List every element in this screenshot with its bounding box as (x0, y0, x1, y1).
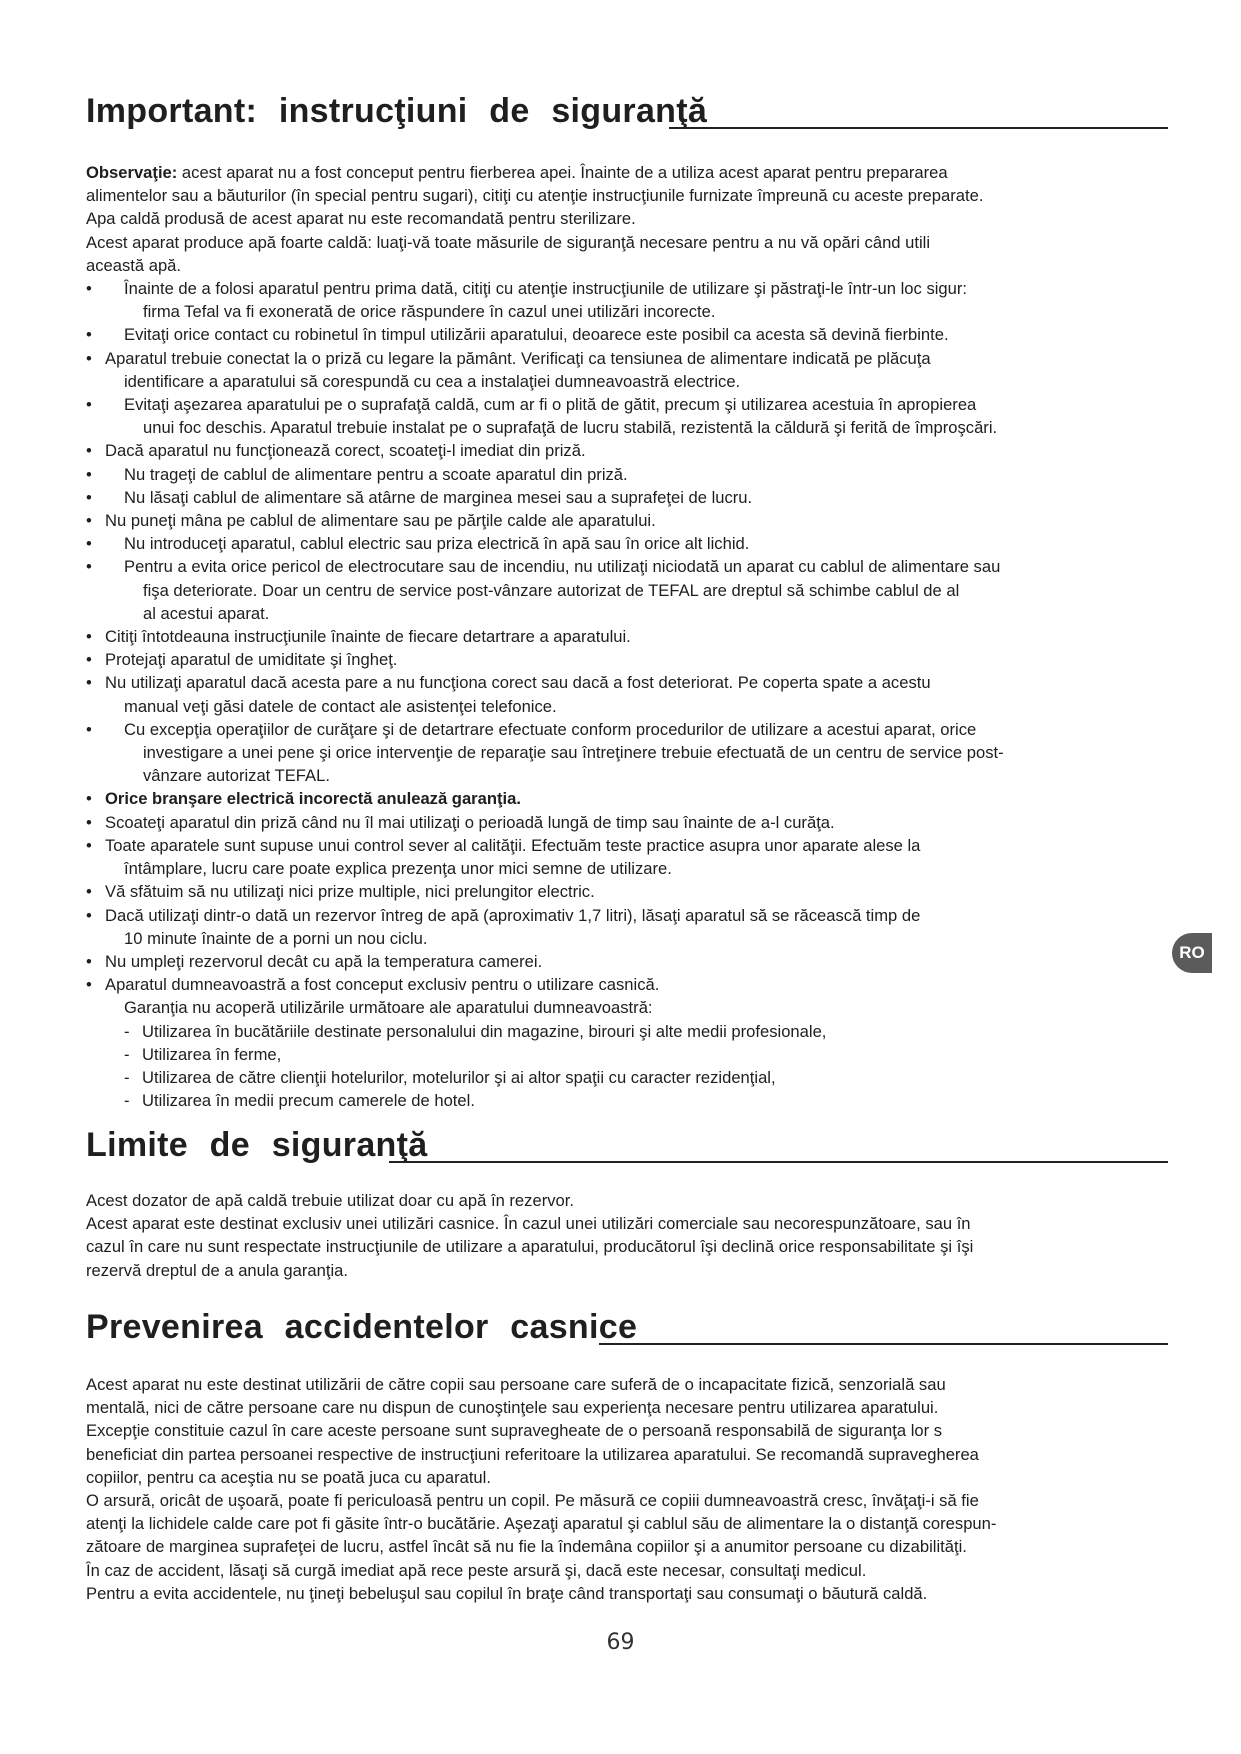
bullet-text-cont: firma Tefal va fi exonerată de orice răspundere în cazul unei utilizări incorecte. (143, 302, 716, 322)
heading-rule (599, 1343, 1168, 1345)
dash-mark: - (124, 1067, 130, 1087)
bullet-text: Înainte de a folosi aparatul pentru prima dată, citiţi cu atenţie instrucţiunile de utilizare şi păstraţi-le într-un loc sigur: (124, 279, 968, 299)
bullet-item (86, 904, 1216, 950)
exclusion-item (86, 1089, 1216, 1112)
bullet-dot: • (86, 511, 92, 531)
heading-prevention (86, 1307, 1168, 1347)
heading-rule (669, 127, 1168, 129)
bullet-text-cont: întâmplare, lucru care poate explica prezenţa unor mici semne de utilizare. (124, 859, 672, 879)
intro-line (86, 161, 1216, 184)
exclusion-text: Utilizarea în bucătăriile destinate personalului din magazine, birouri şi alte medii profesionale, (142, 1021, 827, 1041)
prevention-line: atenţi la lichidele calde care pot fi găsite într-o bucătărie. Aşezaţi aparatul şi cablul său de alimentare la o distanţă corespun- (86, 1514, 997, 1534)
bullet-dot: • (86, 975, 92, 995)
bullet-text-cont: vânzare autorizat TEFAL. (143, 766, 330, 786)
prevention-line: Acest aparat nu este destinat utilizării de către copii sau persoane care suferă de o incapacitate fizică, senzorială sau (86, 1375, 946, 1394)
bullet-text: Nu umpleţi rezervorul decât cu apă la temperatura camerei. (105, 951, 543, 971)
bullet-text: Orice branşare electrică incorectă anulează garanţia. (105, 789, 521, 809)
intro-text: această apă. (86, 255, 182, 275)
prevention-line: mentală, nici de către persoane care nu dispun de cunoştinţele sau experienţa necesare pentru utilizarea aparatului. (86, 1398, 939, 1418)
bullet-text-cont: al acestui aparat. (143, 603, 270, 623)
dash-mark: - (124, 1091, 130, 1111)
bullet-item (86, 463, 1216, 486)
exclusion-item (86, 1043, 1216, 1066)
intro-text: Apa caldă produsă de acest aparat nu este recomandată pentru sterilizare. (86, 209, 636, 229)
intro-text: alimentelor sau a băuturilor (în special pentru sugari), citiţi cu atenţie instrucţiunile furnizate împreună cu aceste preparate. (86, 186, 984, 206)
bullet-item (86, 950, 1216, 973)
bullet-dot: • (86, 650, 92, 670)
bullet-text: Nu puneţi mâna pe cablul de alimentare sau pe părţile calde ale aparatului. (105, 511, 656, 531)
bullet-dot: • (86, 789, 92, 809)
intro-line (86, 254, 1216, 277)
bullet-dot: • (86, 557, 92, 577)
bullet-dot: • (86, 395, 92, 415)
language-badge: RO (1172, 933, 1212, 973)
bullet-item (86, 532, 1216, 555)
heading-limits-text: Limite de siguranţă (86, 1126, 428, 1164)
bullet-text: Toate aparatele sunt supuse unui control sever al calităţii. Efectuăm teste practice asupra unor aparate alese la (105, 835, 921, 855)
important-body (86, 161, 1216, 1112)
bullet-dot: • (86, 719, 92, 739)
bullet-item (86, 277, 1216, 323)
bullet-text: Cu excepţia operaţiilor de curăţare şi de detartrare efectuate conform procedurilor de utilizare a acestui aparat, orice (124, 719, 977, 739)
bullet-dot: • (86, 487, 92, 507)
heading-rule (389, 1161, 1168, 1163)
bullet-dot: • (86, 627, 92, 647)
bullet-dot: • (86, 835, 92, 855)
bullet-item (86, 486, 1216, 509)
bullet-dot: • (86, 905, 92, 925)
bullet-item (86, 509, 1216, 532)
bullet-item (86, 718, 1216, 788)
bullet-dot: • (86, 812, 92, 832)
bullet-item (86, 393, 1216, 439)
observation-label: Observaţie: (86, 163, 178, 182)
prevention-body (86, 1373, 1216, 1605)
bullet-dot: • (86, 279, 92, 299)
exclusion-text: Utilizarea de către clienţii hotelurilor, motelurilor şi ai altor spaţii cu caracter rezidenţial, (142, 1067, 776, 1087)
bullet-item (86, 811, 1216, 834)
exclusion-text: Utilizarea în medii precum camerele de hotel. (142, 1091, 475, 1111)
heading-important-text: Important: instrucţiuni de siguranţă (86, 92, 708, 130)
bullet-item (86, 555, 1216, 625)
bullet-dot: • (86, 441, 92, 461)
prevention-line: Pentru a evita accidentele, nu ţineţi bebeluşul sau copilul în braţe când transportaţi sau consumaţi o băutură caldă. (86, 1583, 928, 1603)
bullet-text-cont: unui foc deschis. Aparatul trebuie instalat pe o suprafaţă de lucru stabilă, rezistentă la căldură şi ferită de împroşcări. (143, 418, 998, 438)
bullet-dot: • (86, 673, 92, 693)
bullet-text: Aparatul trebuie conectat la o priză cu legare la pământ. Verificaţi ca tensiunea de alimentare indicată pe plăcuţa (105, 348, 931, 368)
bullet-text-cont: manual veţi găsi datele de contact ale asistenţei telefonice. (124, 696, 557, 716)
intro-line (86, 184, 1216, 207)
bullet-dot: • (86, 882, 92, 902)
bullet-dot: • (86, 951, 92, 971)
bullet-text: Nu introduceţi aparatul, cablul electric sau priza electrică în apă sau în orice alt lichid. (124, 534, 750, 554)
bullet-item (86, 347, 1216, 393)
limits-line: cazul în care nu sunt respectate instrucţiunile de utilizare a aparatului, producătorul îşi declină orice responsabilitate şi îşi (86, 1237, 974, 1257)
limits-line: Acest dozator de apă caldă trebuie utilizat doar cu apă în rezervor. (86, 1191, 574, 1210)
heading-important (86, 91, 1168, 131)
bullet-text: Scoateţi aparatul din priză când nu îl mai utilizaţi o perioadă lungă de timp sau înainte de a-l curăţa. (105, 812, 835, 832)
limits-line: rezervă dreptul de a anula garanţia. (86, 1260, 348, 1280)
bullet-text: Dacă aparatul nu funcţionează corect, scoateţi-l imediat din priză. (105, 441, 586, 461)
bullet-text-cont: identificare a aparatului să corespundă cu cea a instalaţiei dumneavoastră electrice. (124, 371, 741, 391)
bullet-text: Dacă utilizaţi dintr-o dată un rezervor întreg de apă (aproximativ 1,7 litri), lăsaţi aparatul să se răcească timp de (105, 905, 921, 925)
bullet-text: Nu utilizaţi aparatul dacă acesta pare a nu funcţiona corect sau dacă a fost deteriorat. Pe coperta spate a acestu (105, 673, 931, 693)
prevention-line: O arsură, oricât de uşoară, poate fi periculoasă pentru un copil. Pe măsură ce copiii dumneavoastră cresc, învăţaţi-i să fie (86, 1491, 979, 1511)
exclusion-item (86, 1066, 1216, 1089)
prevention-line: Excepţie constituie cazul în care aceste persoane sunt supravegheate de o persoană responsabilă de siguranţa lor s (86, 1421, 943, 1441)
exclusion-text: Utilizarea în ferme, (142, 1044, 282, 1064)
bullet-item (86, 439, 1216, 462)
limits-line: Acest aparat este destinat exclusiv unei utilizări casnice. În cazul unei utilizări comerciale sau necorespunzătoare, sau în (86, 1214, 971, 1234)
bullet-text: Aparatul dumneavoastră a fost conceput exclusiv pentru o utilizare casnică. (105, 975, 660, 995)
dash-mark: - (124, 1021, 130, 1041)
bullet-dot: • (86, 348, 92, 368)
bullet-item (86, 973, 1216, 1019)
bullet-dot: • (86, 464, 92, 484)
bullet-text-cont: investigare a unei pene şi orice intervenţie de reparaţie sau întreţinere trebuie efectuată de un centru de service post- (143, 743, 1004, 763)
intro-line (86, 207, 1216, 230)
bullet-dot: • (86, 534, 92, 554)
bullet-text: Protejaţi aparatul de umiditate şi îngheţ. (105, 650, 398, 670)
bullet-item (86, 834, 1216, 880)
bullet-text: Nu trageţi de cablul de alimentare pentru a scoate aparatul din priză. (124, 464, 628, 484)
bullet-dot: • (86, 325, 92, 345)
heading-prevention-text: Prevenirea accidentelor casnice (86, 1308, 638, 1346)
bullet-text: Citiţi întotdeauna instrucţiunile înainte de fiecare detartrare a aparatului. (105, 627, 631, 647)
intro-text: Acest aparat produce apă foarte caldă: luaţi-vă toate măsurile de siguranţă necesare pentru a nu vă opări când utili (86, 232, 931, 252)
bullet-text-cont: Garanţia nu acoperă utilizările următoare ale aparatului dumneavoastră: (124, 998, 653, 1018)
intro-text: acest aparat nu a fost conceput pentru fierberea apei. Înainte de a utiliza acest aparat pentru prepararea (177, 163, 948, 182)
bullet-item (86, 648, 1216, 671)
bullet-text-cont: 10 minute înainte de a porni un nou ciclu. (124, 928, 428, 948)
prevention-line: zătoare de marginea suprafeţei de lucru, astfel încât să nu fie la îndemâna copiilor şi a anumitor persoane cu dizabilităţi. (86, 1537, 967, 1557)
prevention-line: copiilor, pentru ca aceştia nu se poată juca cu aparatul. (86, 1467, 491, 1487)
page-number: 69 (606, 1630, 635, 1655)
bullet-text: Nu lăsaţi cablul de alimentare să atârne de marginea mesei sau a suprafeţei de lucru. (124, 487, 753, 507)
exclusion-item (86, 1020, 1216, 1043)
bullet-text: Pentru a evita orice pericol de electrocutare sau de incendiu, nu utilizaţi niciodată un aparat cu cablul de alimentare sau (124, 557, 1001, 577)
intro-line (86, 231, 1216, 254)
dash-mark: - (124, 1044, 130, 1064)
bullet-text: Evitaţi orice contact cu robinetul în timpul utilizării aparatului, deoarece este posibil ca acesta să devină fierbinte. (124, 325, 949, 345)
bullet-item (86, 880, 1216, 903)
prevention-line: beneficiat din partea persoanei respective de instrucţiuni referitoare la utilizarea aparatului. Se recomandă supravegherea (86, 1444, 979, 1464)
bullet-text-cont: fişa deteriorate. Doar un centru de service post-vânzare autorizat de TEFAL are dreptul să schimbe cablul de al (143, 580, 960, 600)
bullet-item (86, 625, 1216, 648)
prevention-line: În caz de accident, lăsaţi să curgă imediat apă rece peste arsură şi, dacă este necesar, consultaţi medicul. (86, 1560, 867, 1580)
bullet-item (86, 787, 1216, 810)
bullet-text: Vă sfătuim să nu utilizaţi nici prize multiple, nici prelungitor electric. (105, 882, 595, 902)
bullet-text: Evitaţi aşezarea aparatului pe o suprafaţă caldă, cum ar fi o plită de gătit, precum şi utilizarea acestuia în apropierea (124, 395, 977, 415)
limits-body (86, 1189, 1216, 1282)
bullet-item (86, 323, 1216, 346)
heading-limits (86, 1125, 1168, 1165)
bullet-item (86, 671, 1216, 717)
